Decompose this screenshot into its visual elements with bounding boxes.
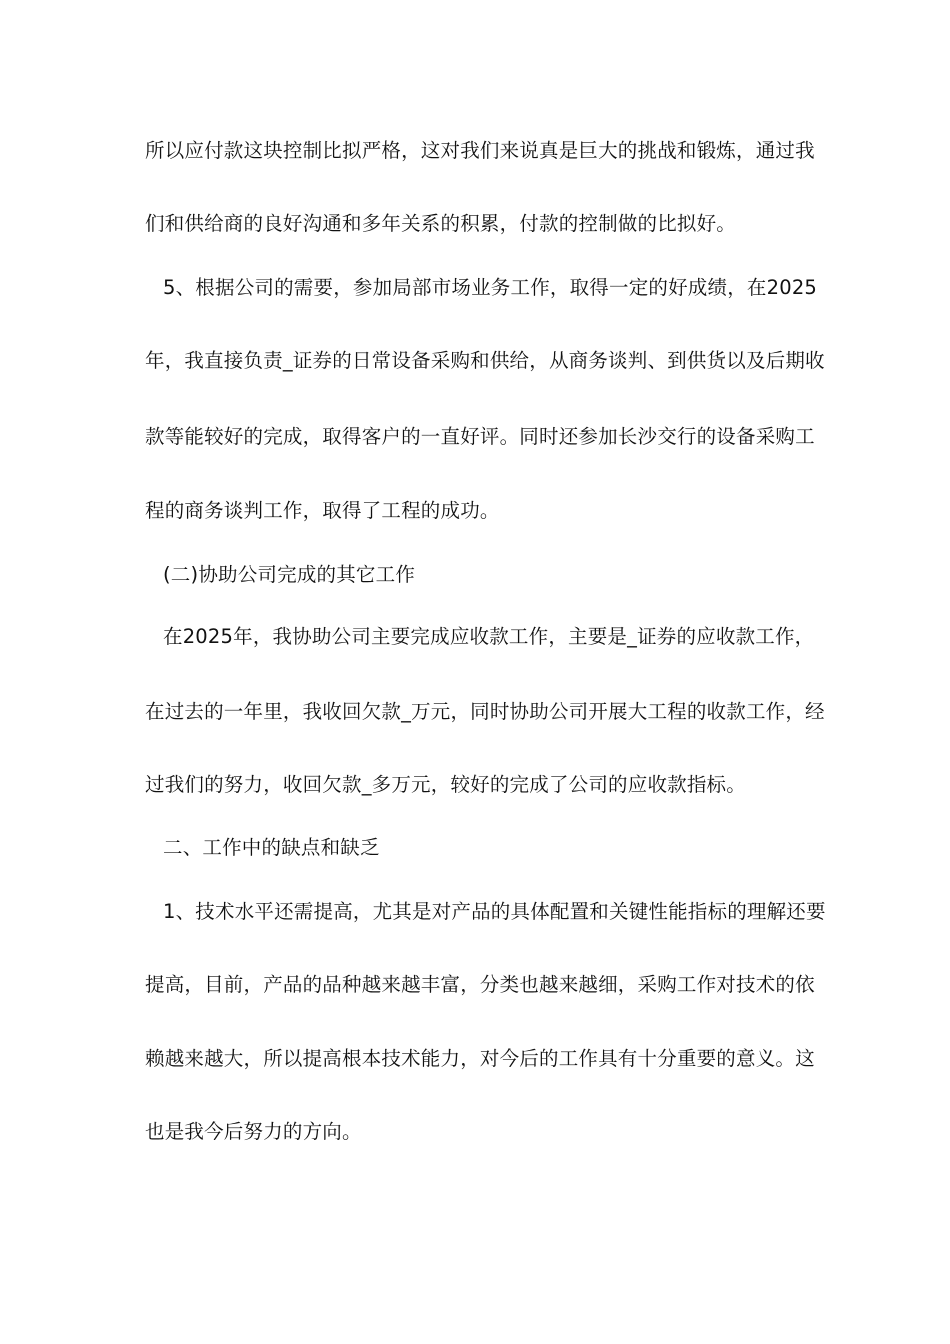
paragraph-line: 程的商务谈判工作，取得了工程的成功。 (145, 499, 500, 522)
paragraph-line: 也是我今后努力的方向。 (145, 1120, 362, 1143)
paragraph-line: 在过去的一年里，我收回欠款_万元，同时协助公司开展大工程的收款工作，经 (145, 700, 825, 723)
paragraph-line: 年，我直接负责_证券的日常设备采购和供给，从商务谈判、到供货以及后期收 (145, 349, 825, 372)
section-heading: 二、工作中的缺点和缺乏 (163, 836, 380, 859)
paragraph-line: 们和供给商的良好沟通和多年关系的积累，付款的控制做的比拟好。 (145, 212, 737, 235)
paragraph-line: 过我们的努力，收回欠款_多万元，较好的完成了公司的应收款指标。 (145, 773, 746, 796)
paragraph-line: 款等能较好的完成，取得客户的一直好评。同时还参加长沙交行的设备采购工 (145, 425, 815, 448)
paragraph-line: 所以应付款这块控制比拟严格，这对我们来说真是巨大的挑战和锻炼，通过我 (145, 139, 815, 162)
paragraph-line: 在2025年，我协助公司主要完成应收款工作，主要是_证券的应收款工作， (163, 625, 815, 648)
paragraph-line: 提高，目前，产品的品种越来越丰富，分类也越来越细，采购工作对技术的依 (145, 973, 815, 996)
paragraph-line: 5、根据公司的需要，参加局部市场业务工作，取得一定的好成绩，在2025 (163, 276, 818, 299)
paragraph-line: 赖越来越大，所以提高根本技术能力，对今后的工作具有十分重要的意义。这 (145, 1047, 815, 1070)
paragraph-line: 1、技术水平还需提高，尤其是对产品的具体配置和关键性能指标的理解还要 (163, 900, 826, 923)
section-heading: (二)协助公司完成的其它工作 (163, 563, 416, 586)
